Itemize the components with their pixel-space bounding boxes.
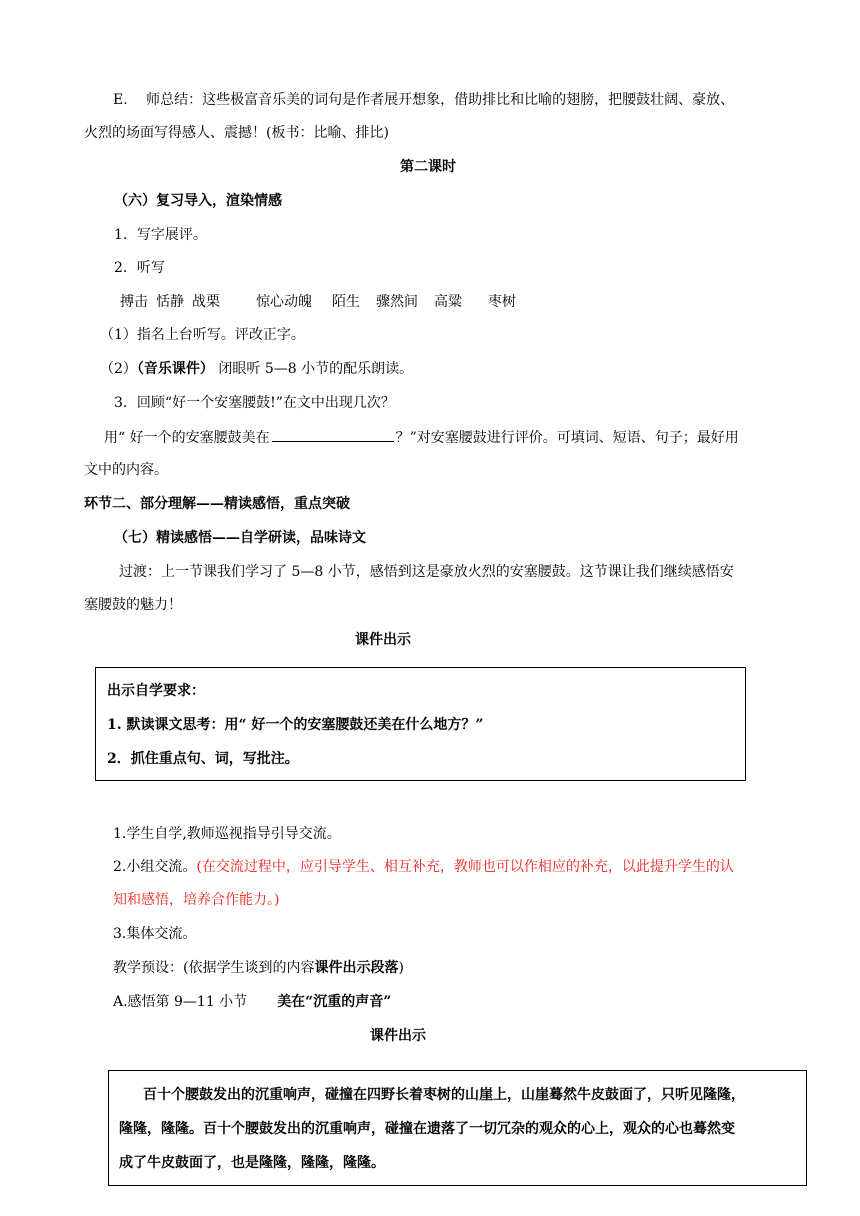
passage-line-3: 成了牛皮鼓面了，也是隆隆，隆隆，隆隆。 (119, 1155, 385, 1171)
evaluation-prefix: 用“ 好一个的安塞腰鼓美在 (104, 430, 270, 446)
step-2-annotation: (在交流过程中，应引导学生、相互补充，教师也可以作相应的补充，以此提升学生的认 (196, 859, 734, 875)
item-1: 1．写字展评。 (114, 227, 207, 243)
box-requirement-2: 2．抓住重点句、词，写批注。 (107, 751, 299, 767)
teaching-preset (113, 958, 404, 978)
section-a (113, 992, 391, 1012)
courseware-label-2: 课件出示 (370, 1028, 426, 1044)
item-3: 3．回顾“好一个安塞腰鼓!”在文中出现几次？ (114, 395, 395, 411)
dictation-word: 陌生 (332, 294, 360, 310)
evaluation-line-2: 文中的内容。 (84, 462, 168, 478)
box-requirement-1: 1. 默读课文思考：用“ 好一个的安塞腰鼓还美在什么地方？” (107, 717, 484, 733)
preset-prefix: 教学预设：(依据学生谈到的内容 (113, 960, 315, 976)
transition-line-1: 过渡：上一节课我们学习了 5—8 小节，感悟到这是豪放火烈的安塞腰鼓。这节课让我们继续感悟安 (119, 564, 734, 580)
sub-item-1: （1）指名上台听写。评改正字。 (100, 327, 305, 343)
lesson-title: 第二课时 (400, 159, 456, 175)
sub-item-2 (100, 359, 413, 379)
dictation-word: 惊心动魄 (256, 294, 312, 310)
sub-item-2-number: （2） (100, 361, 137, 377)
fill-in-blank (272, 427, 394, 442)
passage-box (108, 1070, 807, 1186)
preset-suffix: ) (398, 960, 404, 976)
step-3: 3.集体交流。 (113, 926, 197, 942)
self-study-requirements-box (95, 667, 746, 781)
item-2: 2．听写 (114, 260, 165, 276)
section-a-theme: 美在“沉重的声音” (277, 994, 392, 1010)
box-title: 出示自学要求： (107, 683, 205, 699)
step-2 (113, 857, 734, 877)
courseware-label: 课件出示 (355, 632, 411, 648)
dictation-word: 恬静 (156, 294, 184, 310)
dictation-word: 战栗 (192, 294, 220, 310)
stage-2-heading: 环节二、部分理解——精读感悟，重点突破 (84, 496, 350, 512)
summary-line-1: E. 师总结：这些极富音乐美的词句是作者展开想象，借助排比和比喻的翅膀，把腰鼓壮阔、豪放、 (113, 92, 735, 108)
step-2-annotation-cont: 知和感悟，培养合作能力。) (113, 892, 280, 908)
dictation-word: 搏击 (120, 294, 148, 310)
evaluation-suffix: ？”对安塞腰鼓进行评价。可填词、短语、句子；最好用 (395, 430, 739, 446)
preset-bold: 课件出示段落 (314, 960, 399, 976)
sub-item-2-text: 闭眼听 5—8 小节的配乐朗读。 (213, 361, 414, 377)
step-2-label: 2.小组交流。 (113, 859, 197, 875)
dictation-word: 骤然间 (376, 294, 418, 310)
music-courseware-label: （音乐课件） (136, 361, 214, 377)
step-1: 1.学生自学,教师巡视指导引导交流。 (113, 826, 341, 842)
section-a-label: A.感悟第 9—11 小节 (113, 994, 248, 1010)
transition-line-2: 塞腰鼓的魅力！ (84, 597, 182, 613)
dictation-words (120, 292, 516, 312)
passage-line-1: 百十个腰鼓发出的沉重响声，碰撞在四野长着枣树的山崖上，山崖蓦然牛皮鼓面了，只听见隆隆， (143, 1087, 745, 1103)
section-7-heading: （七）精读感悟——自学研读，品味诗文 (114, 530, 366, 546)
dictation-word: 枣树 (488, 294, 516, 310)
evaluation-prompt (104, 427, 739, 448)
dictation-word: 高粱 (434, 294, 462, 310)
summary-line-2: 火烈的场面写得感人、震撼！(板书：比喻、排比) (84, 125, 389, 141)
section-6-heading: （六）复习导入，渲染情感 (114, 193, 282, 209)
passage-line-2: 隆隆，隆隆。百十个腰鼓发出的沉重响声，碰撞在遗落了一切冗杂的观众的心上，观众的心也蓦然变 (119, 1121, 735, 1137)
